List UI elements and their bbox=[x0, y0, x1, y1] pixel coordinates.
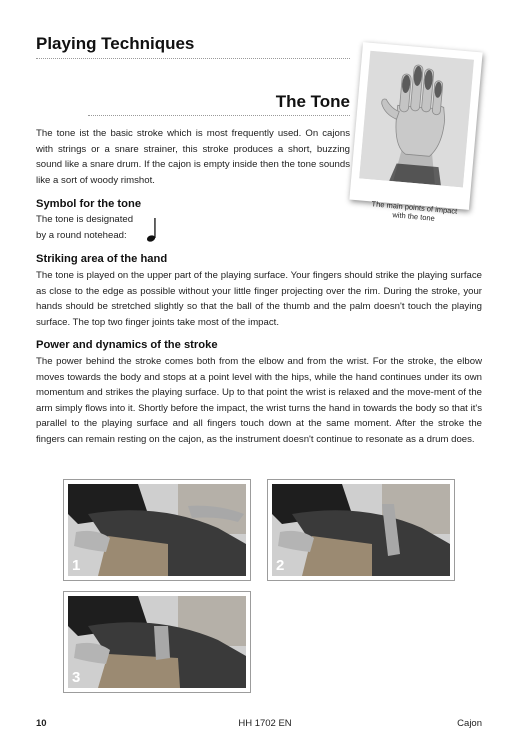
cajon-photo-2 bbox=[272, 484, 450, 576]
symbol-line-1: The tone is designated bbox=[36, 214, 134, 225]
hand-photo-card bbox=[349, 42, 482, 210]
photo-number: 1 bbox=[72, 557, 81, 574]
power-paragraph: The power behind the stroke comes both from the elbow and from the wrist. For the stroke, the elbow moves towards the body and stops at a point level with the hips, while the hand continues under its own momentum and strikes the playing surface. Up to that point the wrist is relaxed and the move-ment of the arm simply flows into it. Shortly before the impact, the wrist turns the hand in towards the body so that it's parallel to the playing surface and all fingers touch down at the same moment. After the stroke the fingers can remain resting on the cajon, as the instrument doesn't continue to resonate as a drum does. bbox=[36, 356, 482, 445]
footer-book-title: Cajon bbox=[457, 718, 482, 729]
intro-paragraph: The tone ist the basic stroke which is most frequently used. On cajons with strings or a snare strainer, this stroke produces a short, buzzing sound like a snare drum. If the cajon is empty inside then the tone sounds like a sort of woody rimshot. bbox=[36, 128, 350, 186]
cajon-photo-3 bbox=[68, 596, 246, 688]
footer-page-number: 10 bbox=[36, 718, 47, 729]
photo-number: 2 bbox=[276, 557, 285, 574]
hand-illustration bbox=[359, 51, 474, 188]
technique-photo-3 bbox=[63, 591, 251, 693]
cajon-photo-1 bbox=[68, 484, 246, 576]
technique-photo-2 bbox=[267, 479, 455, 581]
technique-photo-1 bbox=[63, 479, 251, 581]
page-section-title: Playing Techniques bbox=[36, 34, 195, 53]
hand-photo bbox=[359, 51, 474, 188]
striking-heading: Striking area of the hand bbox=[36, 253, 168, 265]
tone-heading: The Tone bbox=[275, 92, 350, 111]
photo-number: 3 bbox=[72, 669, 81, 686]
symbol-heading: Symbol for the tone bbox=[36, 198, 142, 210]
title-divider bbox=[36, 58, 350, 59]
footer-code: HH 1702 EN bbox=[238, 718, 292, 729]
quarter-note-icon bbox=[146, 217, 160, 243]
power-heading: Power and dynamics of the stroke bbox=[36, 339, 218, 351]
hand-photo-caption: The main points of impact with the tone bbox=[371, 199, 458, 223]
tone-divider bbox=[88, 115, 350, 116]
striking-paragraph: The tone is played on the upper part of the playing surface. Your fingers should strike the playing surface as close to the edge as possible without your little finger projecting over the rim. During the stroke, your hands should be stretched slightly so that the ball of the thumb and the palm doesn't touch the playing surface. The top two finger joints take most of the impact. bbox=[36, 270, 482, 328]
symbol-line-2: by a round notehead: bbox=[36, 230, 127, 241]
